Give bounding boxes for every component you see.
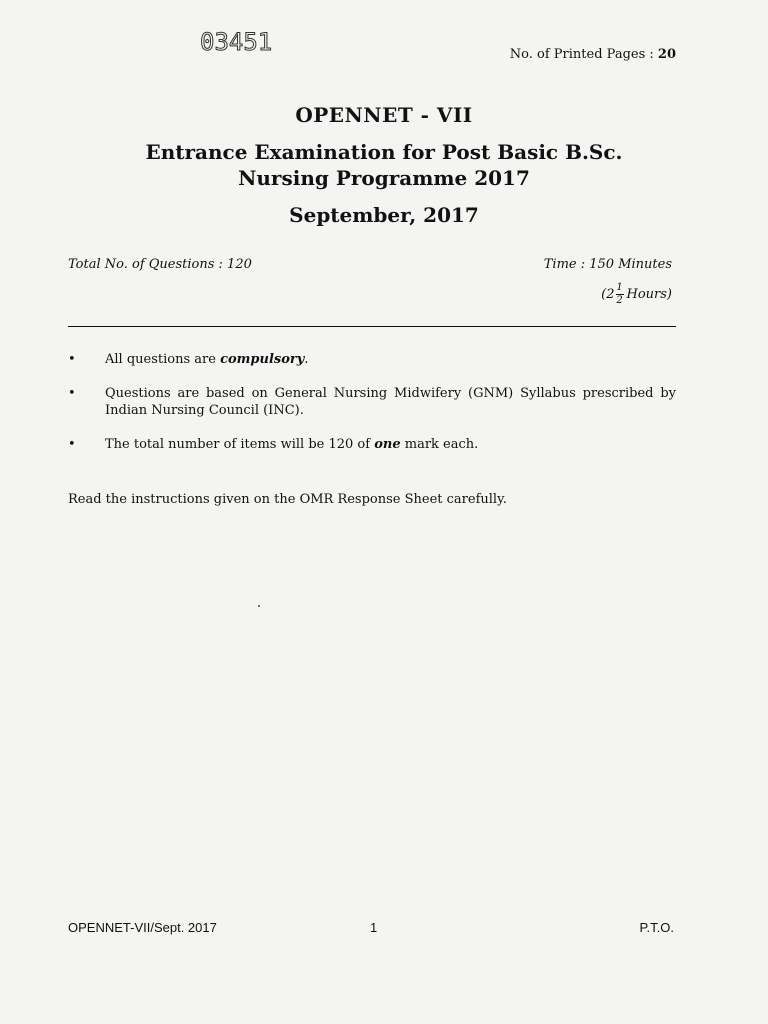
total-questions: Total No. of Questions : 120 bbox=[68, 257, 252, 272]
instruction-emphasis: one bbox=[374, 437, 401, 452]
instruction-text: All questions are bbox=[105, 352, 221, 367]
instruction-text: The total number of items will be 120 of bbox=[105, 437, 375, 452]
printed-pages-value: 20 bbox=[657, 47, 676, 62]
time-allowed: Time : 150 Minutes bbox=[543, 257, 672, 272]
instruction-text-end: mark each. bbox=[400, 437, 479, 452]
bullet-icon: • bbox=[68, 352, 76, 367]
instruction-text: Questions are based on General Nursing Midwifery (GNM) Syllabus prescribed by Indian Nursing Council (INC). bbox=[105, 386, 676, 418]
time-in-hours bbox=[601, 283, 672, 306]
instruction-emphasis: compulsory bbox=[220, 352, 305, 367]
fraction-numerator: 1 bbox=[616, 282, 623, 293]
hours-fraction bbox=[616, 283, 624, 306]
hours-suffix: Hours) bbox=[626, 287, 672, 302]
footer-pto: P.T.O. bbox=[639, 920, 674, 935]
instruction-item bbox=[68, 351, 676, 368]
exam-subtitle-line2: Nursing Programme 2017 bbox=[238, 166, 530, 190]
handwritten-serial-number: 03451 bbox=[200, 28, 273, 56]
instruction-text-end: . bbox=[304, 352, 309, 367]
exam-date: September, 2017 bbox=[289, 203, 479, 227]
footer-exam-code: OPENNET-VII/Sept. 2017 bbox=[68, 920, 217, 935]
omr-instruction-note: Read the instructions given on the OMR Response Sheet carefully. bbox=[68, 492, 507, 507]
divider-rule bbox=[68, 326, 676, 327]
exam-title: OPENNET - VII bbox=[295, 103, 473, 127]
instruction-item bbox=[68, 436, 676, 453]
printed-pages-label: No. of Printed Pages : bbox=[509, 47, 658, 62]
instruction-list bbox=[68, 351, 676, 470]
exam-subtitle-line1: Entrance Examination for Post Basic B.Sc. bbox=[145, 140, 623, 164]
bullet-icon: • bbox=[68, 437, 76, 452]
fraction-denominator: 2 bbox=[616, 295, 623, 306]
printed-pages-count bbox=[510, 47, 676, 62]
hours-prefix: (2 bbox=[601, 287, 615, 302]
scan-speck bbox=[258, 605, 260, 607]
instruction-item bbox=[68, 385, 676, 419]
bullet-icon: • bbox=[68, 386, 76, 401]
footer-page-number: 1 bbox=[370, 920, 378, 935]
